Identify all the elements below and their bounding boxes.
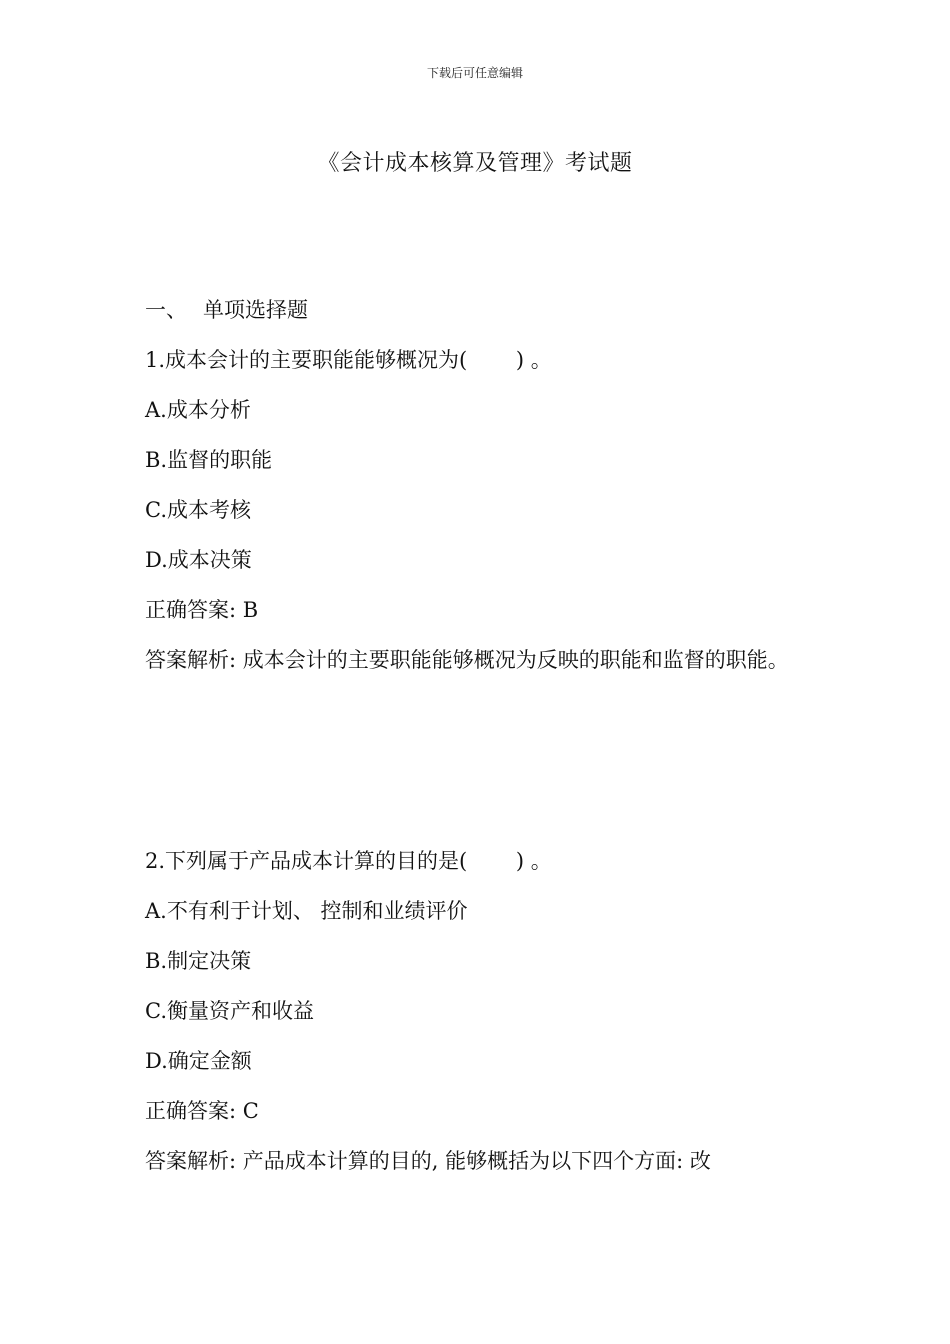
question-2-option-b: B.制定决策 (145, 949, 252, 973)
question-1-explanation: 答案解析: 成本会计的主要职能能够概况为反映的职能和监督的职能。 (145, 648, 789, 672)
question-1-answer: 正确答案: B (145, 598, 259, 622)
question-2-stem: 2.下列属于产品成本计算的目的是( ) 。 (145, 849, 552, 873)
question-2-option-a: A.不有利于计划、 控制和业绩评价 (145, 899, 468, 923)
section-number: 一、 (145, 298, 187, 322)
question-1-option-a: A.成本分析 (145, 398, 251, 422)
header-note: 下载后可任意编辑 (426, 66, 523, 80)
question-1-stem: 1.成本会计的主要职能能够概况为( ) 。 (145, 348, 552, 372)
question-1-option-c: C.成本考核 (145, 498, 251, 522)
question-2-option-c: C.衡量资产和收益 (145, 999, 314, 1023)
question-2-explanation: 答案解析: 产品成本计算的目的, 能够概括为以下四个方面: 改 (145, 1149, 711, 1173)
document-title: 《会计成本核算及管理》考试题 (317, 151, 633, 176)
question-1-option-d: D.成本决策 (145, 548, 252, 572)
question-2-answer: 正确答案: C (145, 1099, 259, 1123)
question-1-option-b: B.监督的职能 (145, 448, 273, 472)
question-2-option-d: D.确定金额 (145, 1049, 252, 1073)
section-label: 单项选择题 (203, 298, 308, 322)
section-heading (145, 296, 308, 324)
